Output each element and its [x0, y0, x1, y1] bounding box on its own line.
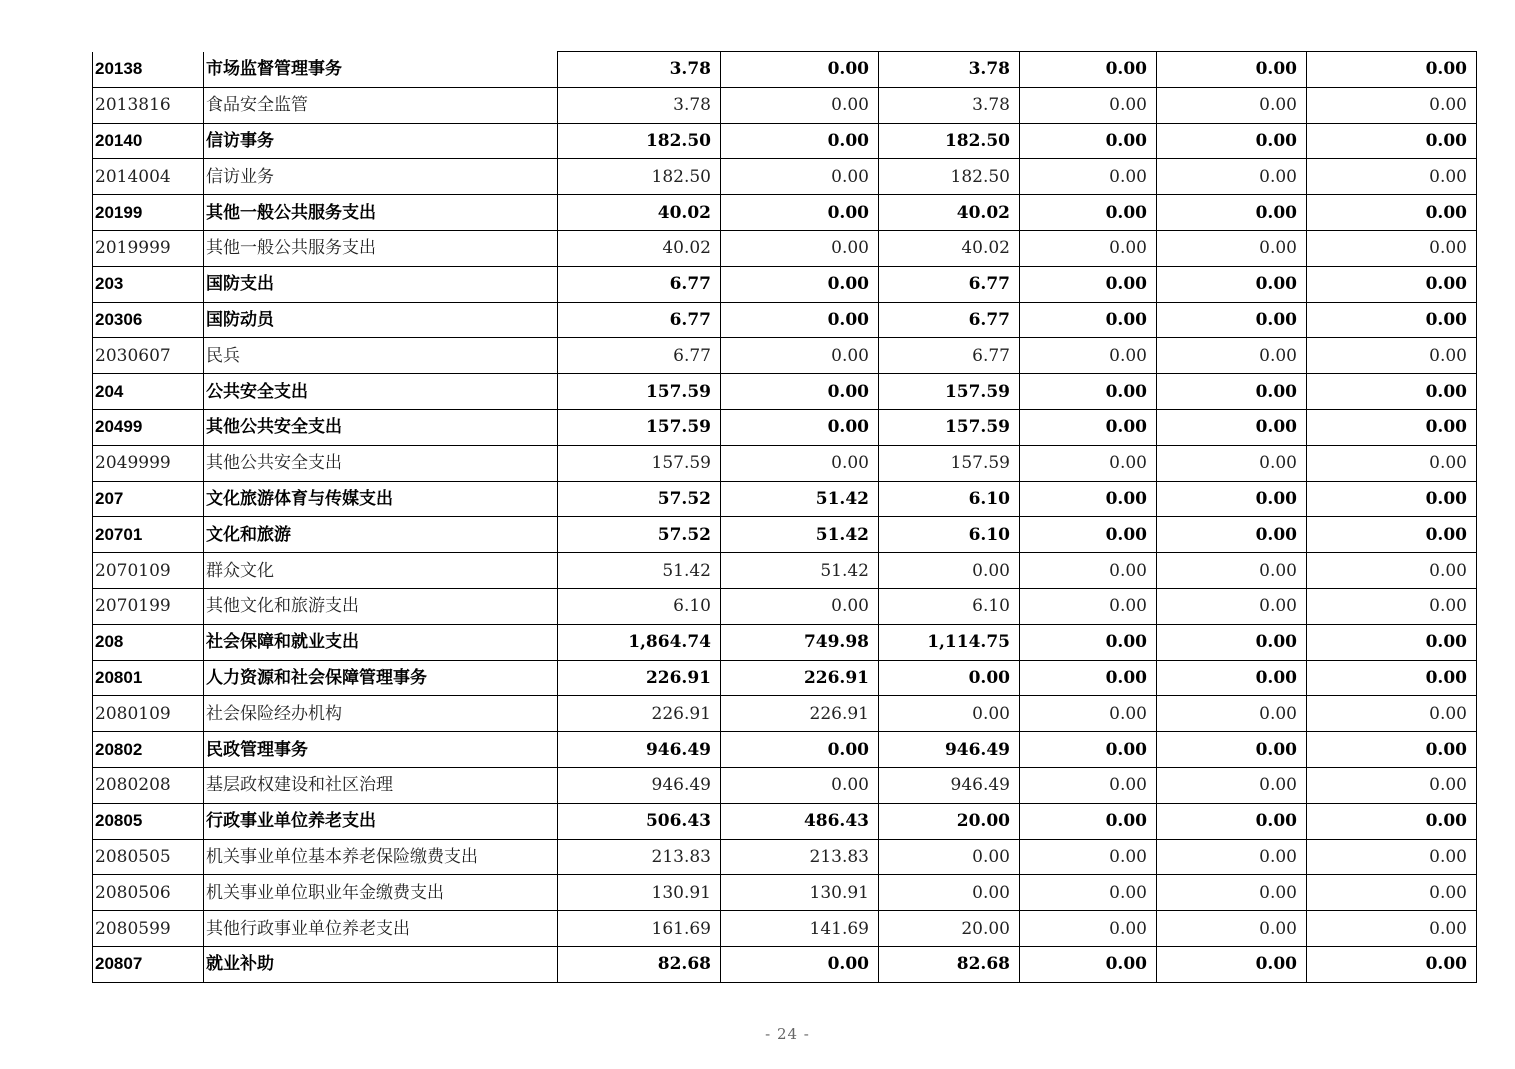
value-col-4-cell: 0.00 [1020, 696, 1157, 732]
value-col-6-cell: 0.00 [1307, 624, 1477, 660]
value-col-6-cell: 0.00 [1307, 195, 1477, 231]
value-col-2-cell: 0.00 [721, 159, 879, 195]
table-row [93, 839, 1477, 875]
account-name-cell: 其他一般公共服务支出 [204, 230, 558, 266]
value-col-1-cell: 182.50 [558, 159, 721, 195]
value-col-1-cell: 946.49 [558, 732, 721, 768]
value-col-6-cell: 0.00 [1307, 374, 1477, 410]
account-name-cell: 机关事业单位职业年金缴费支出 [204, 875, 558, 911]
table-row [93, 338, 1477, 374]
value-col-3-cell: 946.49 [879, 767, 1020, 803]
table-row [93, 911, 1477, 947]
table-row [93, 159, 1477, 195]
account-code-cell: 2013816 [93, 87, 204, 123]
value-col-5-cell: 0.00 [1157, 696, 1307, 732]
account-name-cell: 食品安全监管 [204, 87, 558, 123]
value-col-4-cell: 0.00 [1020, 123, 1157, 159]
value-col-1-cell: 51.42 [558, 553, 721, 589]
account-code-cell: 20199 [93, 195, 204, 231]
value-col-5-cell: 0.00 [1157, 87, 1307, 123]
account-code-cell: 2080506 [93, 875, 204, 911]
value-col-5-cell: 0.00 [1157, 839, 1307, 875]
account-code-cell: 2030607 [93, 338, 204, 374]
account-code-cell: 20140 [93, 123, 204, 159]
value-col-1-cell: 161.69 [558, 911, 721, 947]
table-row [93, 409, 1477, 445]
value-col-3-cell: 182.50 [879, 159, 1020, 195]
value-col-2-cell: 0.00 [721, 266, 879, 302]
value-col-3-cell: 6.10 [879, 517, 1020, 553]
table-row [93, 374, 1477, 410]
account-name-cell: 群众文化 [204, 553, 558, 589]
account-name-cell: 文化和旅游 [204, 517, 558, 553]
value-col-4-cell: 0.00 [1020, 803, 1157, 839]
table-row [93, 87, 1477, 123]
value-col-5-cell: 0.00 [1157, 230, 1307, 266]
value-col-3-cell: 946.49 [879, 732, 1020, 768]
value-col-4-cell: 0.00 [1020, 159, 1157, 195]
value-col-1-cell: 82.68 [558, 946, 721, 982]
account-name-cell: 其他文化和旅游支出 [204, 588, 558, 624]
account-name-cell: 机关事业单位基本养老保险缴费支出 [204, 839, 558, 875]
value-col-2-cell: 51.42 [721, 481, 879, 517]
account-code-cell: 20802 [93, 732, 204, 768]
value-col-4-cell: 0.00 [1020, 732, 1157, 768]
value-col-4-cell: 0.00 [1020, 481, 1157, 517]
value-col-2-cell: 51.42 [721, 553, 879, 589]
value-col-4-cell: 0.00 [1020, 266, 1157, 302]
budget-table [92, 51, 1477, 983]
value-col-6-cell: 0.00 [1307, 875, 1477, 911]
value-col-3-cell: 0.00 [879, 553, 1020, 589]
account-name-cell: 社会保障和就业支出 [204, 624, 558, 660]
value-col-1-cell: 157.59 [558, 409, 721, 445]
value-col-6-cell: 0.00 [1307, 87, 1477, 123]
value-col-1-cell: 213.83 [558, 839, 721, 875]
account-name-cell: 信访业务 [204, 159, 558, 195]
value-col-1-cell: 57.52 [558, 481, 721, 517]
table-row [93, 875, 1477, 911]
value-col-4-cell: 0.00 [1020, 767, 1157, 803]
value-col-1-cell: 157.59 [558, 445, 721, 481]
value-col-5-cell: 0.00 [1157, 660, 1307, 696]
account-name-cell: 就业补助 [204, 946, 558, 982]
value-col-1-cell: 57.52 [558, 517, 721, 553]
account-name-cell: 其他公共安全支出 [204, 409, 558, 445]
value-col-1-cell: 946.49 [558, 767, 721, 803]
value-col-3-cell: 182.50 [879, 123, 1020, 159]
value-col-3-cell: 82.68 [879, 946, 1020, 982]
table-row [93, 195, 1477, 231]
account-code-cell: 20306 [93, 302, 204, 338]
table-row [93, 660, 1477, 696]
account-code-cell: 20138 [93, 52, 204, 88]
value-col-1-cell: 1,864.74 [558, 624, 721, 660]
value-col-6-cell: 0.00 [1307, 302, 1477, 338]
value-col-1-cell: 226.91 [558, 696, 721, 732]
value-col-3-cell: 6.77 [879, 266, 1020, 302]
account-code-cell: 2080208 [93, 767, 204, 803]
value-col-5-cell: 0.00 [1157, 445, 1307, 481]
value-col-4-cell: 0.00 [1020, 87, 1157, 123]
value-col-5-cell: 0.00 [1157, 767, 1307, 803]
value-col-5-cell: 0.00 [1157, 266, 1307, 302]
value-col-4-cell: 0.00 [1020, 553, 1157, 589]
value-col-1-cell: 6.77 [558, 302, 721, 338]
value-col-2-cell: 0.00 [721, 230, 879, 266]
value-col-6-cell: 0.00 [1307, 839, 1477, 875]
value-col-2-cell: 141.69 [721, 911, 879, 947]
value-col-6-cell: 0.00 [1307, 517, 1477, 553]
value-col-6-cell: 0.00 [1307, 481, 1477, 517]
value-col-6-cell: 0.00 [1307, 409, 1477, 445]
value-col-4-cell: 0.00 [1020, 52, 1157, 88]
value-col-1-cell: 157.59 [558, 374, 721, 410]
value-col-5-cell: 0.00 [1157, 624, 1307, 660]
value-col-2-cell: 0.00 [721, 87, 879, 123]
value-col-2-cell: 0.00 [721, 946, 879, 982]
value-col-1-cell: 506.43 [558, 803, 721, 839]
value-col-2-cell: 226.91 [721, 660, 879, 696]
value-col-1-cell: 3.78 [558, 87, 721, 123]
account-name-cell: 其他公共安全支出 [204, 445, 558, 481]
value-col-3-cell: 0.00 [879, 875, 1020, 911]
value-col-4-cell: 0.00 [1020, 230, 1157, 266]
value-col-2-cell: 0.00 [721, 374, 879, 410]
value-col-6-cell: 0.00 [1307, 159, 1477, 195]
account-name-cell: 社会保险经办机构 [204, 696, 558, 732]
value-col-3-cell: 157.59 [879, 374, 1020, 410]
table-row [93, 696, 1477, 732]
value-col-2-cell: 0.00 [721, 52, 879, 88]
value-col-4-cell: 0.00 [1020, 338, 1157, 374]
value-col-5-cell: 0.00 [1157, 732, 1307, 768]
table-row [93, 946, 1477, 982]
value-col-1-cell: 226.91 [558, 660, 721, 696]
table-row [93, 732, 1477, 768]
account-name-cell: 人力资源和社会保障管理事务 [204, 660, 558, 696]
value-col-6-cell: 0.00 [1307, 123, 1477, 159]
value-col-1-cell: 40.02 [558, 230, 721, 266]
table-row [93, 230, 1477, 266]
value-col-4-cell: 0.00 [1020, 409, 1157, 445]
value-col-5-cell: 0.00 [1157, 302, 1307, 338]
value-col-3-cell: 157.59 [879, 445, 1020, 481]
value-col-3-cell: 20.00 [879, 803, 1020, 839]
value-col-5-cell: 0.00 [1157, 159, 1307, 195]
value-col-1-cell: 130.91 [558, 875, 721, 911]
value-col-4-cell: 0.00 [1020, 911, 1157, 947]
value-col-4-cell: 0.00 [1020, 195, 1157, 231]
value-col-3-cell: 40.02 [879, 195, 1020, 231]
value-col-2-cell: 0.00 [721, 732, 879, 768]
value-col-1-cell: 3.78 [558, 52, 721, 88]
value-col-1-cell: 40.02 [558, 195, 721, 231]
value-col-4-cell: 0.00 [1020, 624, 1157, 660]
value-col-3-cell: 6.10 [879, 588, 1020, 624]
value-col-6-cell: 0.00 [1307, 946, 1477, 982]
account-code-cell: 20701 [93, 517, 204, 553]
value-col-1-cell: 6.10 [558, 588, 721, 624]
account-name-cell: 民政管理事务 [204, 732, 558, 768]
account-code-cell: 208 [93, 624, 204, 660]
budget-table-body [93, 52, 1477, 983]
value-col-3-cell: 1,114.75 [879, 624, 1020, 660]
value-col-6-cell: 0.00 [1307, 52, 1477, 88]
table-row [93, 52, 1477, 88]
table-row [93, 588, 1477, 624]
value-col-6-cell: 0.00 [1307, 266, 1477, 302]
account-name-cell: 国防动员 [204, 302, 558, 338]
value-col-5-cell: 0.00 [1157, 588, 1307, 624]
account-name-cell: 信访事务 [204, 123, 558, 159]
value-col-4-cell: 0.00 [1020, 517, 1157, 553]
table-row [93, 445, 1477, 481]
account-name-cell: 其他行政事业单位养老支出 [204, 911, 558, 947]
value-col-2-cell: 0.00 [721, 767, 879, 803]
value-col-4-cell: 0.00 [1020, 374, 1157, 410]
account-name-cell: 民兵 [204, 338, 558, 374]
account-code-cell: 2049999 [93, 445, 204, 481]
account-name-cell: 公共安全支出 [204, 374, 558, 410]
value-col-5-cell: 0.00 [1157, 52, 1307, 88]
value-col-3-cell: 6.77 [879, 338, 1020, 374]
value-col-2-cell: 51.42 [721, 517, 879, 553]
table-row [93, 803, 1477, 839]
value-col-6-cell: 0.00 [1307, 588, 1477, 624]
value-col-3-cell: 6.10 [879, 481, 1020, 517]
account-name-cell: 基层政权建设和社区治理 [204, 767, 558, 803]
value-col-6-cell: 0.00 [1307, 732, 1477, 768]
value-col-4-cell: 0.00 [1020, 875, 1157, 911]
value-col-3-cell: 6.77 [879, 302, 1020, 338]
value-col-4-cell: 0.00 [1020, 946, 1157, 982]
value-col-1-cell: 182.50 [558, 123, 721, 159]
account-code-cell: 2014004 [93, 159, 204, 195]
value-col-3-cell: 0.00 [879, 696, 1020, 732]
value-col-5-cell: 0.00 [1157, 875, 1307, 911]
account-name-cell: 其他一般公共服务支出 [204, 195, 558, 231]
page-number: - 24 - [765, 1025, 810, 1043]
value-col-2-cell: 0.00 [721, 302, 879, 338]
account-name-cell: 文化旅游体育与传媒支出 [204, 481, 558, 517]
value-col-4-cell: 0.00 [1020, 302, 1157, 338]
account-code-cell: 203 [93, 266, 204, 302]
account-code-cell: 2019999 [93, 230, 204, 266]
account-code-cell: 20499 [93, 409, 204, 445]
value-col-3-cell: 3.78 [879, 52, 1020, 88]
value-col-3-cell: 3.78 [879, 87, 1020, 123]
value-col-2-cell: 226.91 [721, 696, 879, 732]
value-col-2-cell: 0.00 [721, 409, 879, 445]
value-col-5-cell: 0.00 [1157, 123, 1307, 159]
value-col-6-cell: 0.00 [1307, 911, 1477, 947]
value-col-3-cell: 20.00 [879, 911, 1020, 947]
table-row [93, 481, 1477, 517]
table-row [93, 553, 1477, 589]
account-code-cell: 20805 [93, 803, 204, 839]
value-col-6-cell: 0.00 [1307, 767, 1477, 803]
value-col-3-cell: 0.00 [879, 660, 1020, 696]
value-col-3-cell: 0.00 [879, 839, 1020, 875]
value-col-6-cell: 0.00 [1307, 230, 1477, 266]
value-col-5-cell: 0.00 [1157, 517, 1307, 553]
value-col-5-cell: 0.00 [1157, 409, 1307, 445]
value-col-5-cell: 0.00 [1157, 946, 1307, 982]
account-code-cell: 20801 [93, 660, 204, 696]
value-col-5-cell: 0.00 [1157, 911, 1307, 947]
value-col-6-cell: 0.00 [1307, 696, 1477, 732]
value-col-2-cell: 749.98 [721, 624, 879, 660]
value-col-2-cell: 0.00 [721, 445, 879, 481]
account-name-cell: 市场监督管理事务 [204, 52, 558, 88]
value-col-5-cell: 0.00 [1157, 481, 1307, 517]
value-col-2-cell: 0.00 [721, 195, 879, 231]
value-col-2-cell: 213.83 [721, 839, 879, 875]
account-code-cell: 204 [93, 374, 204, 410]
value-col-5-cell: 0.00 [1157, 338, 1307, 374]
value-col-2-cell: 0.00 [721, 123, 879, 159]
account-code-cell: 20807 [93, 946, 204, 982]
value-col-4-cell: 0.00 [1020, 588, 1157, 624]
account-code-cell: 207 [93, 481, 204, 517]
value-col-2-cell: 486.43 [721, 803, 879, 839]
value-col-3-cell: 157.59 [879, 409, 1020, 445]
value-col-2-cell: 130.91 [721, 875, 879, 911]
value-col-5-cell: 0.00 [1157, 374, 1307, 410]
value-col-3-cell: 40.02 [879, 230, 1020, 266]
table-row [93, 624, 1477, 660]
value-col-6-cell: 0.00 [1307, 338, 1477, 374]
account-code-cell: 2080505 [93, 839, 204, 875]
account-name-cell: 国防支出 [204, 266, 558, 302]
value-col-6-cell: 0.00 [1307, 660, 1477, 696]
value-col-6-cell: 0.00 [1307, 803, 1477, 839]
account-code-cell: 2070109 [93, 553, 204, 589]
value-col-6-cell: 0.00 [1307, 553, 1477, 589]
value-col-5-cell: 0.00 [1157, 195, 1307, 231]
value-col-1-cell: 6.77 [558, 266, 721, 302]
value-col-4-cell: 0.00 [1020, 839, 1157, 875]
table-row [93, 123, 1477, 159]
table-row [93, 266, 1477, 302]
value-col-5-cell: 0.00 [1157, 553, 1307, 589]
value-col-1-cell: 6.77 [558, 338, 721, 374]
value-col-4-cell: 0.00 [1020, 445, 1157, 481]
table-row [93, 767, 1477, 803]
value-col-5-cell: 0.00 [1157, 803, 1307, 839]
account-code-cell: 2080599 [93, 911, 204, 947]
account-code-cell: 2070199 [93, 588, 204, 624]
value-col-4-cell: 0.00 [1020, 660, 1157, 696]
account-name-cell: 行政事业单位养老支出 [204, 803, 558, 839]
account-code-cell: 2080109 [93, 696, 204, 732]
value-col-2-cell: 0.00 [721, 338, 879, 374]
table-row [93, 302, 1477, 338]
table-row [93, 517, 1477, 553]
value-col-2-cell: 0.00 [721, 588, 879, 624]
value-col-6-cell: 0.00 [1307, 445, 1477, 481]
